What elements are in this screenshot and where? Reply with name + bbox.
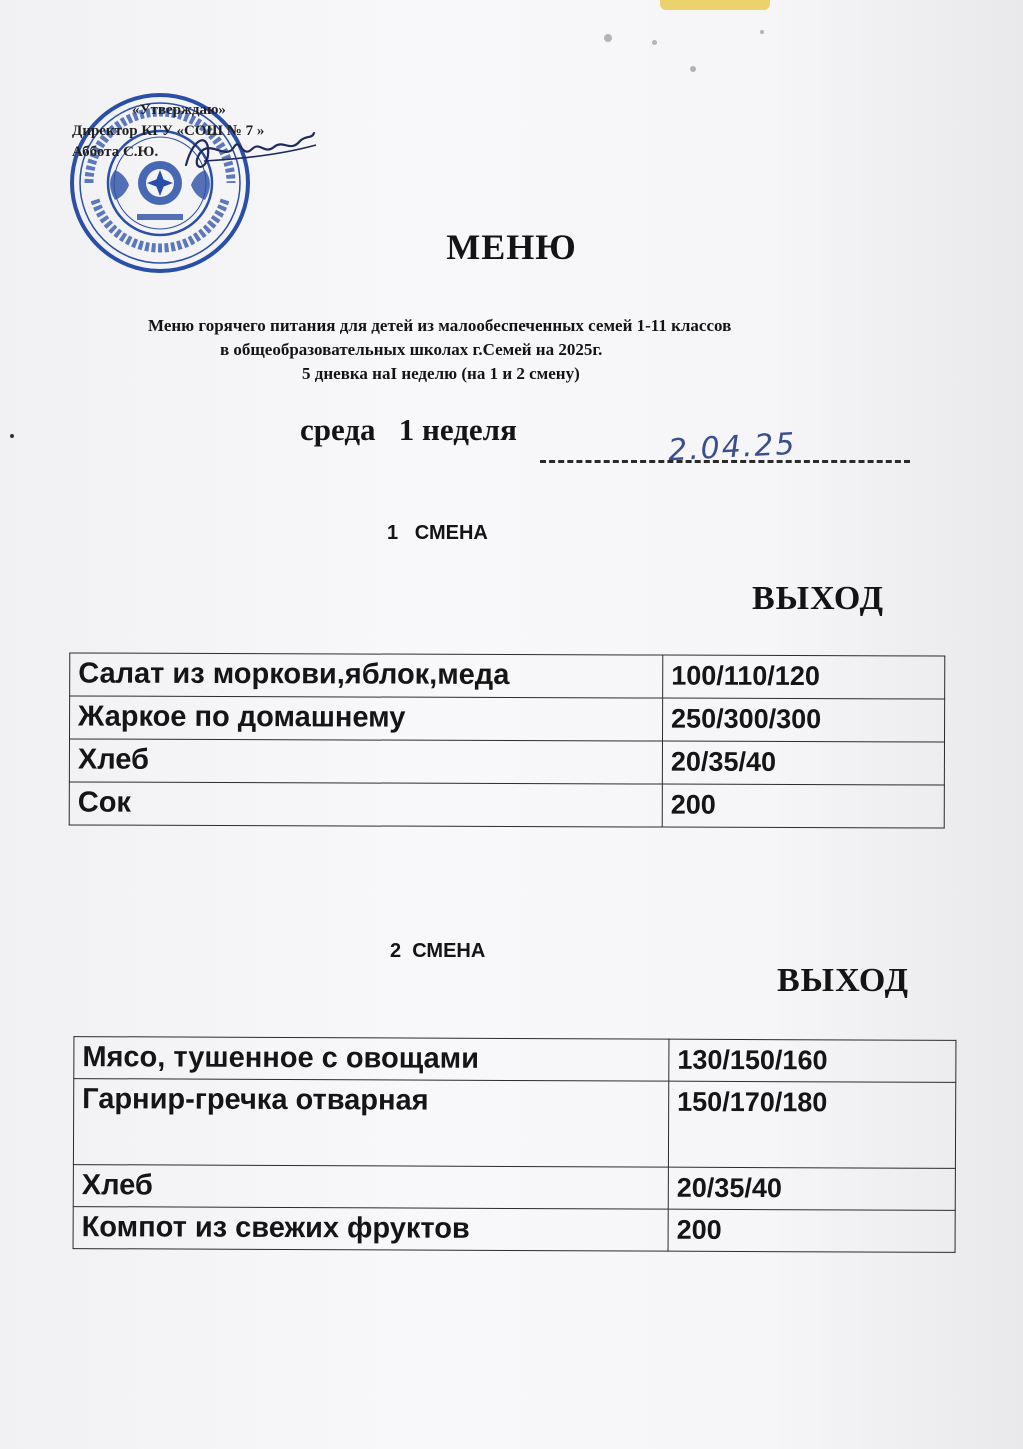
approval-line-3: Аббота С.Ю. <box>72 144 159 160</box>
shift-2-menu-table <box>73 1036 957 1253</box>
table-row <box>74 1037 956 1083</box>
paper-speck <box>690 66 696 72</box>
paper-speck <box>604 34 612 42</box>
handwritten-date: 2.04.25 <box>667 426 798 469</box>
dish-name: Жаркое по домашнему <box>70 696 663 741</box>
date-dashed-line <box>540 460 910 463</box>
dish-portion: 200 <box>662 784 944 828</box>
shift-2-output-label: ВЫХОД <box>777 962 910 999</box>
dish-portion: 20/35/40 <box>668 1167 955 1210</box>
dish-portion: 130/150/160 <box>669 1039 956 1082</box>
dish-name: Гарнир-гречка отварная <box>73 1079 668 1168</box>
approval-line-1: «Утверждаю» <box>132 102 226 118</box>
dish-name: Хлеб <box>73 1165 668 1210</box>
dish-name: Сок <box>69 782 662 827</box>
paper-speck <box>760 30 764 34</box>
paper-speck <box>652 40 657 45</box>
shift-1-output-label: ВЫХОД <box>752 580 885 617</box>
table-row <box>69 739 944 785</box>
subtitle-line-3: 5 дневка наI неделю (на 1 и 2 смену) <box>302 364 580 383</box>
subtitle-line-1: Меню горячего питания для детей из малообеспеченных семей 1-11 классов <box>148 316 732 335</box>
dish-portion: 100/110/120 <box>663 655 945 699</box>
director-signature <box>180 125 320 185</box>
dish-name: Хлеб <box>69 739 662 784</box>
day-heading: среда 1 неделя <box>300 412 517 447</box>
dish-portion: 20/35/40 <box>662 741 944 785</box>
dish-name: Компот из свежих фруктов <box>73 1207 668 1252</box>
shift-2-label: 2 СМЕНА <box>390 940 486 962</box>
dish-name: Салат из моркови,яблок,меда <box>70 653 663 698</box>
table-row <box>70 696 945 742</box>
shift-1-label: 1 СМЕНА <box>387 522 488 544</box>
dish-name: Мясо, тушенное с овощами <box>74 1037 669 1082</box>
paper-tab <box>660 0 770 10</box>
dish-portion: 200 <box>668 1209 955 1252</box>
approval-line-2: Директор КГУ «СОШ № 7 » <box>72 123 265 139</box>
subtitle-line-2: в общеобразовательных школах г.Семей на 2025г. <box>220 340 603 359</box>
table-row <box>73 1165 955 1211</box>
page-title: МЕНЮ <box>446 227 577 267</box>
margin-dot <box>10 434 14 438</box>
table-row <box>69 782 944 828</box>
dish-portion: 150/170/180 <box>668 1081 955 1168</box>
table-row <box>73 1207 955 1253</box>
dish-portion: 250/300/300 <box>662 698 944 742</box>
shift-1-menu-table <box>69 652 946 828</box>
table-row <box>70 653 945 699</box>
table-row <box>73 1079 955 1169</box>
